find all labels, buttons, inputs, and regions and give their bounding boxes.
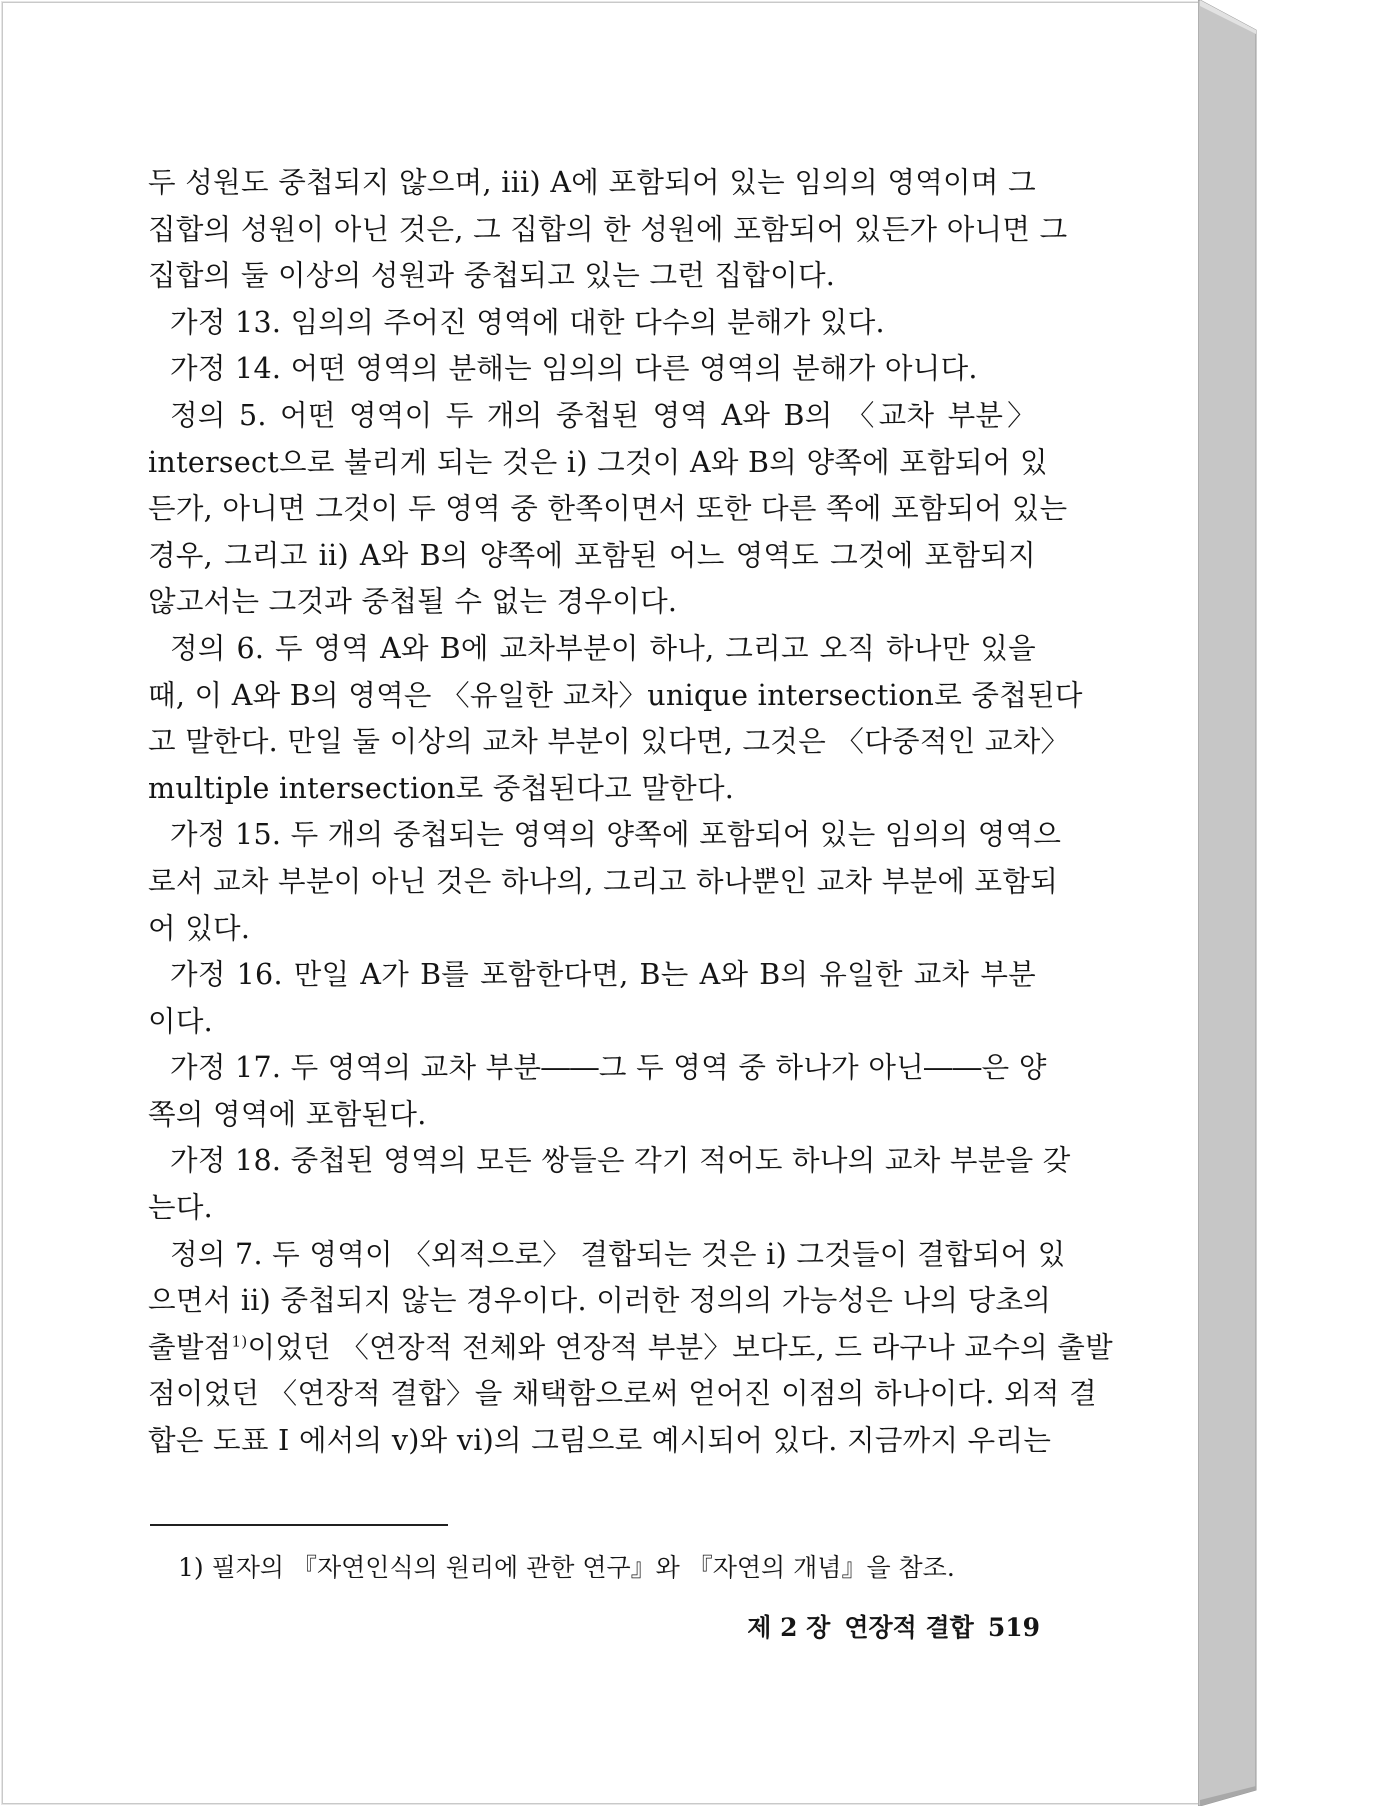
axiom-18-line: 가정 18. 중첩된 영역의 모든 쌍들은 각기 적어도 하나의 교차 부분을 갖 <box>170 1144 1071 1178</box>
definition-7-line: 정의 7. 두 영역이 〈외적으로〉 결합되는 것은 i) 그것들이 결합되어 있 <box>170 1237 1066 1271</box>
text-line-1: 두 성원도 중첩되지 않으며, iii) A에 포함되어 있는 임의의 영역이며 그 <box>148 166 1036 199</box>
definition-6-line: 정의 6. 두 영역 A와 B에 교차부분이 하나, 그리고 오직 하나만 있을 <box>170 631 1036 665</box>
text-line-26-start: 출발점 <box>148 1330 232 1364</box>
text-line-27: 점이었던 〈연장적 결합〉을 채택함으로써 얻어진 이점의 하나이다. 외적 결 <box>148 1377 1097 1411</box>
text-line-23: 는다. <box>148 1191 214 1225</box>
text-line-2-part: 집합의 성원이 아닌 것은, 그 집합의 한 성원에 포함되어 있든가 아니면 그 <box>148 212 1068 246</box>
text-line-14: multiple intersection로 중첩된다고 말한다. <box>148 771 735 805</box>
text-line-19: 이다. <box>148 1004 214 1038</box>
book-edge-shadow <box>1198 0 1258 1806</box>
footnote-rule <box>150 1524 448 1526</box>
text-line-12: 때, 이 A와 B의 영역은 〈유일한 교차〉unique intersection로 중첩된다 <box>148 678 1083 712</box>
axiom-14-line: 가정 14. 어떤 영역의 분해는 임의의 다른 영역의 분해가 아니다. <box>170 352 978 386</box>
text-line-17: 어 있다. <box>148 911 251 945</box>
text-line-26 <box>148 1325 1113 1372</box>
text-line-2 <box>148 207 1068 254</box>
axiom-13-line: 가정 13. 임의의 주어진 영역에 대한 다수의 분해가 있다. <box>170 305 885 339</box>
text-line-21: 쪽의 영역에 포함된다. <box>148 1097 427 1131</box>
axiom-17-line: 가정 17. 두 영역의 교차 부분――그 두 영역 중 하나가 아닌――은 양 <box>170 1051 1047 1085</box>
body-text <box>148 160 1113 1465</box>
text-line-10: 않고서는 그것과 중첩될 수 없는 경우이다. <box>148 585 678 619</box>
text-line-8: 든가, 아니면 그것이 두 영역 중 한쪽이면서 또한 다른 쪽에 포함되어 있는 <box>148 492 1068 526</box>
footer-chapter: 제 2 장 <box>747 1613 831 1642</box>
footer-title: 연장적 결합 <box>844 1613 974 1642</box>
definition-5-line: 정의 5. 어떤 영역이 두 개의 중첩된 영역 A와 B의 〈교차 부분〉 <box>170 398 1036 432</box>
axiom-16-line: 가정 16. 만일 A가 B를 포함한다면, B는 A와 B의 유일한 교차 부분 <box>170 958 1036 992</box>
text-line-25: 으면서 ii) 중첩되지 않는 경우이다. 이러한 정의의 가능성은 나의 당초의 <box>148 1284 1052 1318</box>
page-number: 519 <box>987 1613 1040 1642</box>
text-line-26-end: 이었던 〈연장적 전체와 연장적 부분〉보다도, 드 라구나 교수의 출발 <box>247 1330 1113 1364</box>
text-line-16: 로서 교차 부분이 아닌 것은 하나의, 그리고 하나뿐인 교차 부분에 포함되 <box>148 864 1059 898</box>
running-footer <box>690 1610 1040 1646</box>
text-line-3: 집합의 둘 이상의 성원과 중첩되고 있는 그런 집합이다. <box>148 259 836 293</box>
text-line-7: intersect으로 불리게 되는 것은 i) 그것이 A와 B의 양쪽에 포함되어 있 <box>148 445 1048 479</box>
text-line-13: 고 말한다. 만일 둘 이상의 교차 부분이 있다면, 그것은 〈다중적인 교차〉 <box>148 725 1070 759</box>
axiom-15-line: 가정 15. 두 개의 중첩되는 영역의 양쪽에 포함되어 있는 임의의 영역으 <box>170 818 1062 852</box>
footnote-reference: 1) <box>231 1332 248 1351</box>
text-line-9: 경우, 그리고 ii) A와 B의 양쪽에 포함된 어느 영역도 그것에 포함되지 <box>148 538 1036 572</box>
text-line-28: 합은 도표 I 에서의 v)와 vi)의 그림으로 예시되어 있다. 지금까지 우리는 <box>148 1424 1052 1458</box>
footnote-text: 1) 필자의 『자연인식의 원리에 관한 연구』와 『자연의 개념』을 참조. <box>178 1553 955 1582</box>
